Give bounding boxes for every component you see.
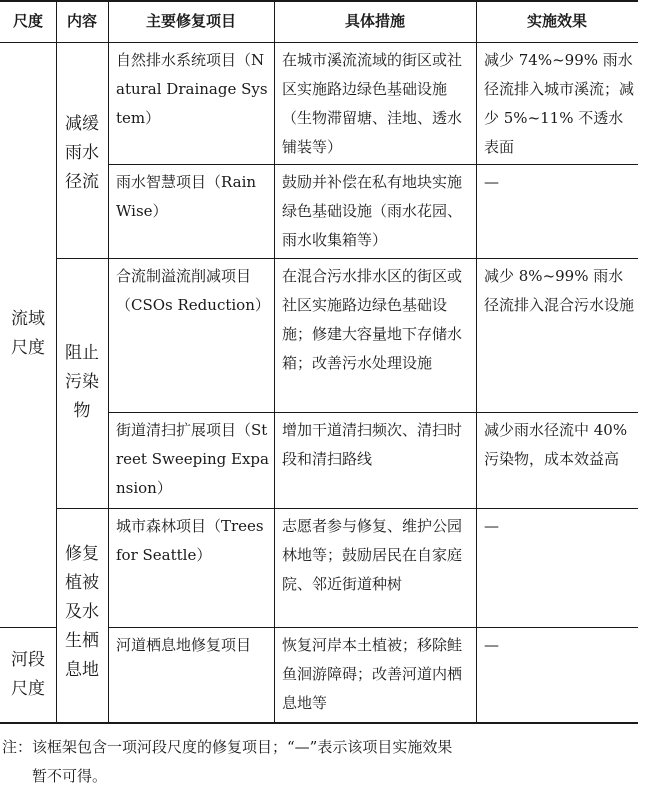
row-divider <box>108 412 638 413</box>
row-divider <box>108 627 638 628</box>
table-row-project: 城市森林项目（Trees for Seattle） <box>116 517 264 564</box>
table-row-measures: 鼓励并补偿在私有地块实施绿色基础设施（雨水花园、雨水收集箱等） <box>282 173 463 249</box>
header-effect: 实施效果 <box>526 12 587 30</box>
scale-basin: 流域尺度 <box>11 309 45 358</box>
content-divider <box>56 258 638 259</box>
content-mitigate: 减缓雨水径流 <box>65 114 99 192</box>
table-row-measures: 志愿者参与修复、维护公园林地等；鼓励居民在自家庭院、邻近街道种树 <box>282 517 463 593</box>
table-row-effect: 减少雨水径流中 40% 污染物，成本效益高 <box>484 421 628 468</box>
header-project: 主要修复项目 <box>145 12 236 30</box>
scale-reach: 河段尺度 <box>11 650 45 699</box>
header-bottom-rule <box>0 42 638 43</box>
table-row-measures: 增加干道清扫频次、清扫时段和清扫路线 <box>282 421 463 468</box>
table-footnote <box>2 733 640 791</box>
footnote-line-2: 暂不可得。 <box>32 767 108 785</box>
content-block: 阻止污染物 <box>65 343 99 421</box>
row-divider <box>0 627 56 628</box>
table-row-project: 雨水智慧项目（RainWise） <box>116 173 257 220</box>
table-row-project: 河道栖息地修复项目 <box>116 636 252 654</box>
row-divider <box>108 164 638 165</box>
content-restore: 修复植被及水生栖息地 <box>65 544 99 680</box>
table-row-effect: — <box>484 173 499 191</box>
footnote-line-1: 注：该框架包含一项河段尺度的修复项目；“—”表示该项目实施效果 <box>2 738 453 756</box>
header-measures: 具体措施 <box>344 12 405 30</box>
table-row-effect: — <box>484 517 499 535</box>
content-divider <box>56 508 638 509</box>
column-divider <box>56 0 57 723</box>
table-row-measures: 在城市溪流流域的街区或社区实施路边绿色基础设施（生物滞留塘、洼地、透水铺装等） <box>282 51 463 156</box>
table-row-effect: 减少 8%~99% 雨水径流排入混合污水设施 <box>484 267 635 314</box>
table-row-project: 街道清扫扩展项目（Street Sweeping Expansion） <box>116 421 269 497</box>
table-row-effect: — <box>484 636 499 654</box>
column-divider <box>476 0 477 723</box>
table-row-effect: 减少 74%~99% 雨水径流排入城市溪流；减少 5%~11% 不透水表面 <box>484 51 635 156</box>
table-row-project: 自然排水系统项目（Natural Drainage System） <box>116 51 268 127</box>
table-row-measures: 在混合污水排水区的街区或社区实施路边绿色基础设施；修建大容量地下存储水箱；改善污水处理设施 <box>282 267 463 372</box>
table-row-measures: 恢复河岸本土植被；移除鲑鱼洄游障碍；改善河道内栖息地等 <box>282 636 463 712</box>
table-bottom-rule <box>0 722 638 724</box>
header-content: 内容 <box>66 12 97 30</box>
column-divider <box>274 0 275 723</box>
column-divider <box>108 0 109 723</box>
header-scale: 尺度 <box>12 12 43 30</box>
table-row-project: 合流制溢流削减项目（CSOs Reduction） <box>116 267 270 314</box>
